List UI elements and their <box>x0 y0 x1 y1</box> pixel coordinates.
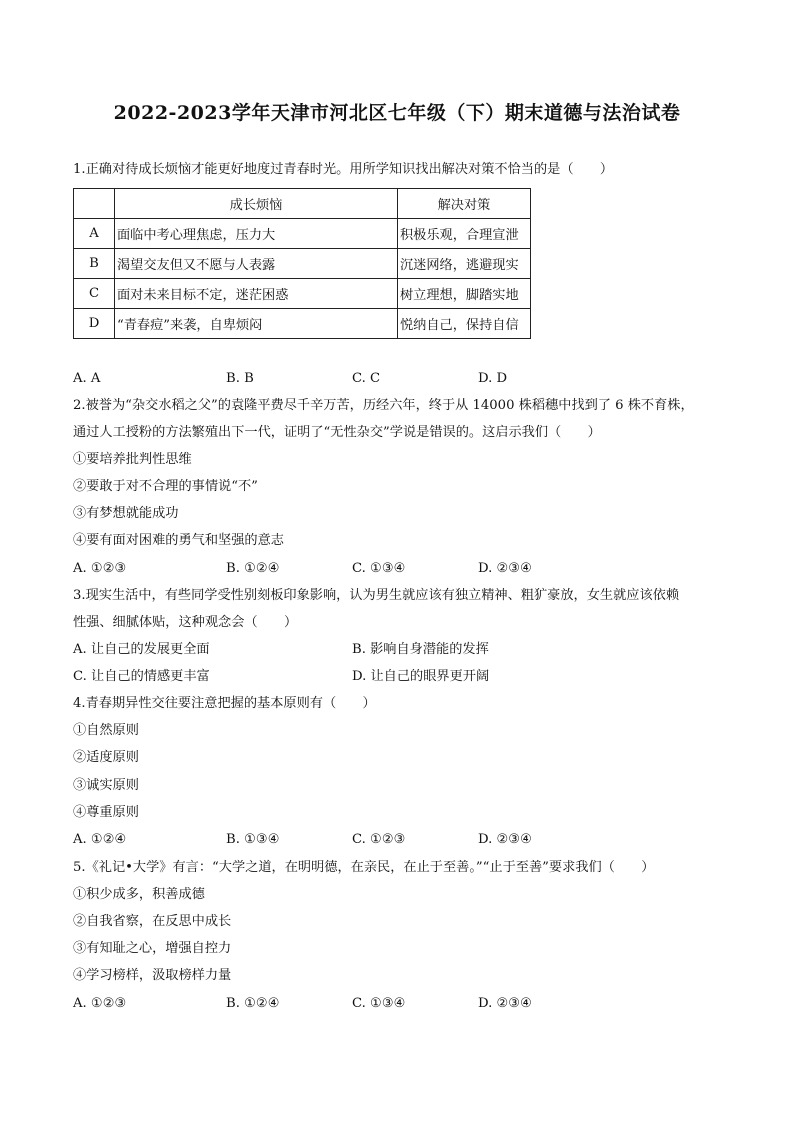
q4-item-1: ①自然原则 <box>73 723 139 738</box>
q4-option-c[interactable]: C. ①②③ <box>352 832 406 847</box>
question-2-stem-line-2: 通过人工授粉的方法繁殖出下一代，证明了“无性杂交”学说是错误的。这启示我们（ ） <box>73 425 601 440</box>
q3-option-b[interactable]: B. 影响自身潜能的发挥 <box>352 642 489 657</box>
q3-option-c[interactable]: C. 让自己的情感更丰富 <box>73 669 210 684</box>
q5-item-2: ②自我省察，在反思中成长 <box>73 914 232 929</box>
q4-option-d[interactable]: D. ②③④ <box>478 832 532 847</box>
q2-item-1: ①要培养批判性思维 <box>73 452 192 467</box>
q4-option-b[interactable]: B. ①③④ <box>226 832 280 847</box>
q4-item-3: ③诚实原则 <box>73 778 139 793</box>
question-1-table <box>73 188 531 339</box>
row-label: D <box>74 309 115 339</box>
q1-option-a[interactable]: A. A <box>73 371 101 386</box>
question-3-stem-line-2: 性强、细腻体贴，这种观念会（ ） <box>73 615 298 630</box>
q5-item-3: ③有知耻之心，增强自控力 <box>73 941 232 956</box>
question-5-stem: 5.《礼记•大学》有言：“大学之道，在明明德，在亲民，在止于至善。”“止于至善”要求我们（ ） <box>73 860 655 875</box>
table-row <box>74 219 531 249</box>
q2-option-c[interactable]: C. ①③④ <box>352 561 406 576</box>
table-header-label <box>74 189 115 219</box>
q4-option-a[interactable]: A. ①②④ <box>73 832 127 847</box>
q2-option-a[interactable]: A. ①②③ <box>73 561 127 576</box>
row-solution: 树立理想，脚踏实地 <box>398 279 531 309</box>
table-row <box>74 279 531 309</box>
question-1-stem: 1.正确对待成长烦恼才能更好地度过青春时光。用所学知识找出解决对策不恰当的是（ ） <box>73 162 614 177</box>
table-row <box>74 249 531 279</box>
q5-option-a[interactable]: A. ①②③ <box>73 996 127 1011</box>
q4-item-2: ②适度原则 <box>73 750 139 765</box>
page-title: 2022-2023学年天津市河北区七年级（下）期末道德与法治试卷 <box>113 102 681 124</box>
q2-item-4: ④要有面对困难的勇气和坚强的意志 <box>73 533 284 548</box>
q3-option-d[interactable]: D. 让自己的眼界更开阔 <box>352 669 490 684</box>
q5-option-c[interactable]: C. ①③④ <box>352 996 406 1011</box>
q5-option-b[interactable]: B. ①②④ <box>226 996 280 1011</box>
q2-item-2: ②要敢于对不合理的事情说“不” <box>73 479 258 494</box>
question-4-stem: 4.青春期异性交往要注意把握的基本原则有（ ） <box>73 696 376 711</box>
question-2-stem-line-1: 2.被誉为“杂交水稻之父”的袁隆平费尽千辛万苦，历经六年，终于从 14000 株稻穗中找到了 6 株不育株， <box>73 398 694 413</box>
row-solution: 沉迷网络，逃避现实 <box>398 249 531 279</box>
table-row <box>74 309 531 339</box>
q2-item-3: ③有梦想就能成功 <box>73 506 179 521</box>
q2-option-d[interactable]: D. ②③④ <box>478 561 532 576</box>
row-trouble: 面对未来目标不定，迷茫困惑 <box>115 279 398 309</box>
row-label: C <box>74 279 115 309</box>
row-label: B <box>74 249 115 279</box>
row-trouble: 渴望交友但又不愿与人表露 <box>115 249 398 279</box>
table-header-solution: 解决对策 <box>398 189 531 219</box>
row-trouble: “青春痘”来袭，自卑烦闷 <box>115 309 398 339</box>
q3-option-a[interactable]: A. 让自己的发展更全面 <box>73 642 210 657</box>
q5-item-1: ①积少成多，积善成德 <box>73 887 205 902</box>
q2-option-b[interactable]: B. ①②④ <box>226 561 280 576</box>
row-solution: 悦纳自己，保持自信 <box>398 309 531 339</box>
row-label: A <box>74 219 115 249</box>
row-trouble: 面临中考心理焦虑，压力大 <box>115 219 398 249</box>
q4-item-4: ④尊重原则 <box>73 805 139 820</box>
q5-item-4: ④学习榜样，汲取榜样力量 <box>73 968 232 983</box>
q5-option-d[interactable]: D. ②③④ <box>478 996 532 1011</box>
q1-option-c[interactable]: C. C <box>352 371 381 386</box>
q1-option-d[interactable]: D. D <box>478 371 508 386</box>
table-header-trouble: 成长烦恼 <box>115 189 398 219</box>
table-header-row <box>74 189 531 219</box>
q1-option-b[interactable]: B. B <box>226 371 254 386</box>
question-3-stem-line-1: 3.现实生活中，有些同学受性别刻板印象影响，认为男生就应该有独立精神、粗犷豪放，女生就应该依赖 <box>73 588 680 603</box>
row-solution: 积极乐观，合理宣泄 <box>398 219 531 249</box>
